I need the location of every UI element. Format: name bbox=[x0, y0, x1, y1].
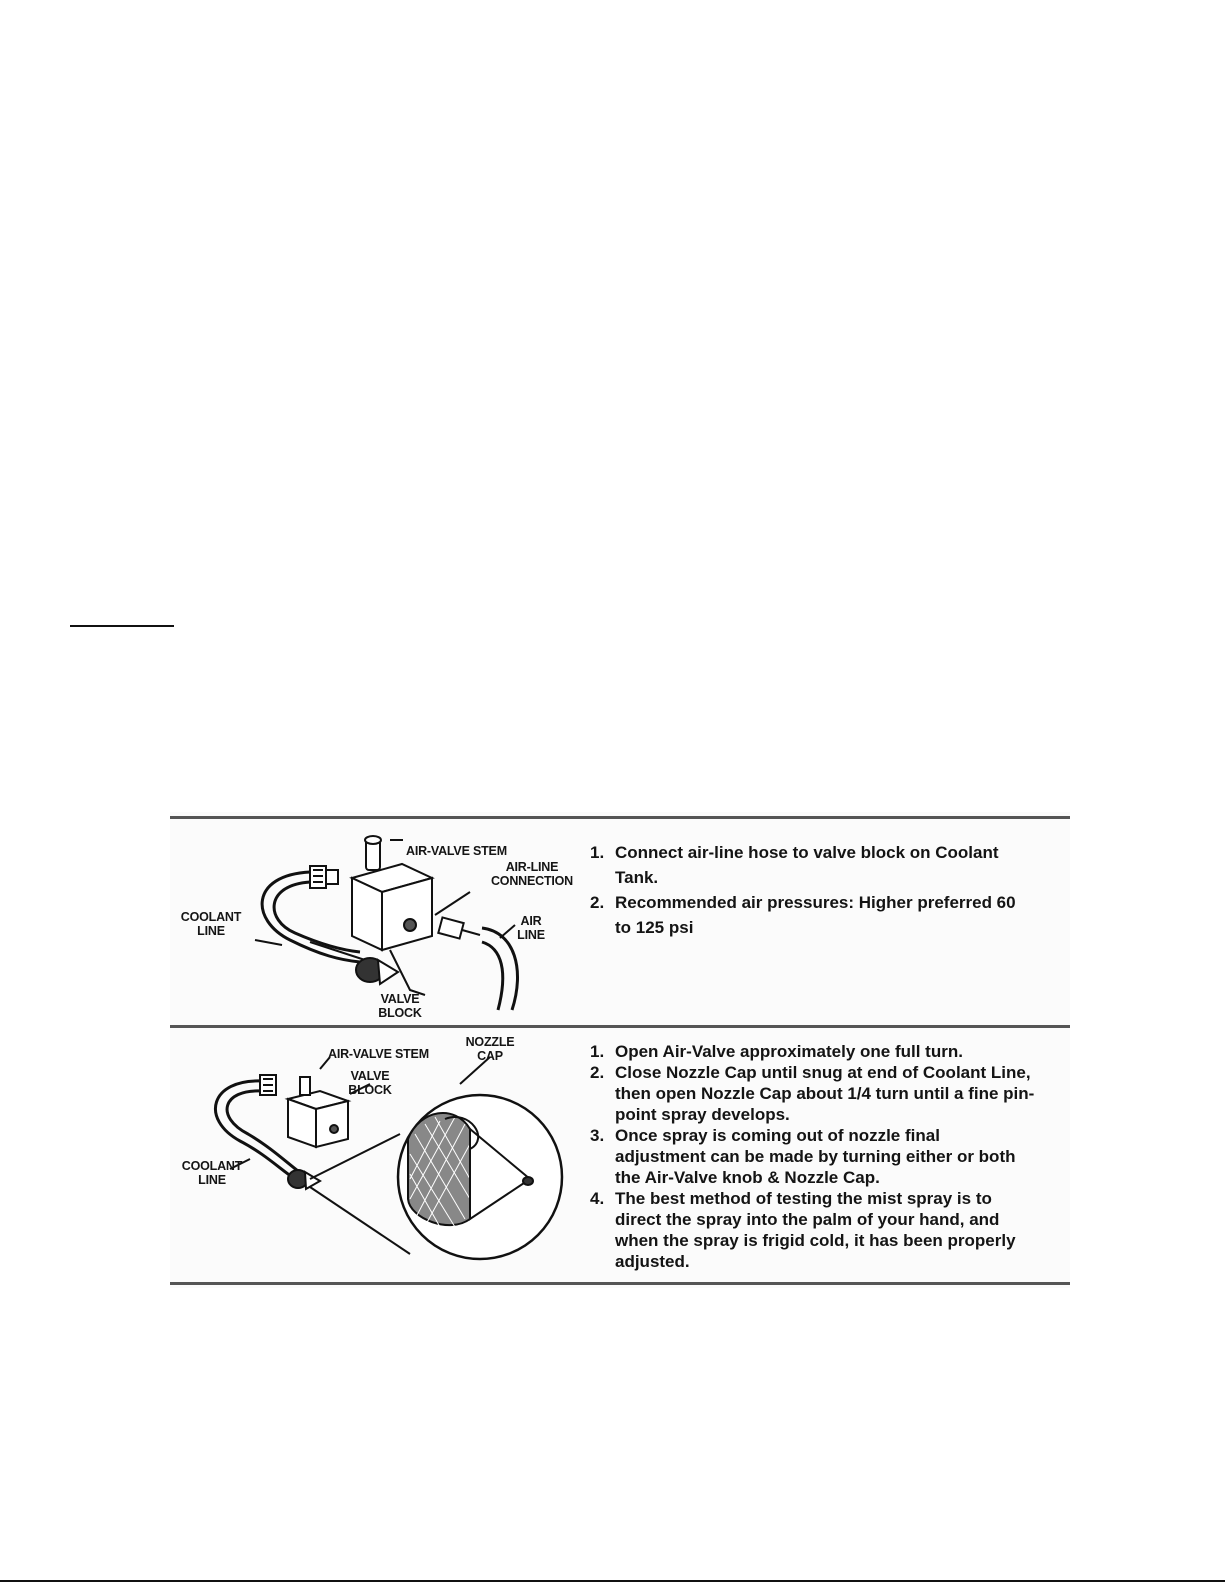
label-coolant-line-line1: COOLANT bbox=[180, 910, 242, 924]
label-air-line-line1: AIR bbox=[520, 914, 542, 928]
heading-underline bbox=[70, 625, 174, 627]
step-item bbox=[590, 1041, 1035, 1062]
label-air-line-connection bbox=[472, 860, 592, 888]
label-coolant-line-line2: LINE bbox=[198, 1173, 226, 1187]
step-text: Once spray is coming out of nozzle final adjustment can be made by turning either or both the Air-Valve knob & Nozzle Cap. bbox=[615, 1126, 1016, 1187]
step-text: Open Air-Valve approximately one full turn. bbox=[615, 1042, 963, 1061]
label-air-line-connection-line1: AIR-LINE bbox=[505, 860, 559, 874]
label-coolant-line bbox=[176, 910, 246, 938]
step-number: 2. bbox=[590, 1063, 605, 1082]
step-text: Recommended air pressures: Higher preferred 60 to 125 psi bbox=[615, 893, 1016, 937]
middle-rule bbox=[170, 1025, 1070, 1028]
coolant-setup-figure bbox=[170, 812, 1070, 1288]
label-nozzle-cap-line2: CAP bbox=[477, 1049, 503, 1063]
air-connection-steps bbox=[590, 840, 1030, 940]
label-valve-block-line1: VALVE bbox=[380, 992, 420, 1006]
step-number: 1. bbox=[590, 1042, 605, 1061]
label-air-valve-stem: AIR-VALVE STEM bbox=[406, 844, 507, 858]
step-number: 3. bbox=[590, 1126, 605, 1145]
label-valve-block-line1: VALVE bbox=[350, 1069, 390, 1083]
step-item bbox=[590, 840, 1030, 890]
label-valve-block-line2: BLOCK bbox=[378, 1006, 422, 1020]
page-bottom-rule bbox=[0, 1580, 1225, 1582]
panel-nozzle-adjustment bbox=[170, 1029, 1070, 1281]
step-text: Connect air-line hose to valve block on Coolant Tank. bbox=[615, 843, 999, 887]
label-coolant-line bbox=[174, 1159, 250, 1187]
step-number: 2. bbox=[590, 893, 605, 912]
label-air-line-line2: LINE bbox=[517, 928, 545, 942]
label-air-line bbox=[506, 914, 556, 942]
label-air-valve-stem: AIR-VALVE STEM bbox=[328, 1047, 429, 1061]
step-item bbox=[590, 1188, 1035, 1272]
bottom-rule bbox=[170, 1282, 1070, 1285]
panel-air-connection bbox=[170, 820, 1070, 1024]
nozzle-illustration bbox=[170, 1029, 580, 1281]
nozzle-adjustment-steps bbox=[590, 1041, 1035, 1272]
label-nozzle-cap bbox=[460, 1035, 520, 1063]
top-rule bbox=[170, 816, 1070, 819]
step-item bbox=[590, 890, 1030, 940]
label-nozzle-cap-line1: NOZZLE bbox=[465, 1035, 515, 1049]
step-number: 1. bbox=[590, 843, 605, 862]
step-item bbox=[590, 1125, 1035, 1188]
step-number: 4. bbox=[590, 1189, 605, 1208]
step-item bbox=[590, 1062, 1035, 1125]
label-valve-block-line2: BLOCK bbox=[348, 1083, 392, 1097]
label-coolant-line-line2: LINE bbox=[197, 924, 225, 938]
label-air-line-connection-line2: CONNECTION bbox=[490, 874, 574, 888]
label-coolant-line-line1: COOLANT bbox=[181, 1159, 243, 1173]
step-text: Close Nozzle Cap until snug at end of Coolant Line, then open Nozzle Cap about 1/4 turn until a fine pin-point spray develops. bbox=[615, 1063, 1035, 1124]
label-valve-block bbox=[340, 1069, 400, 1097]
step-text: The best method of testing the mist spray is to direct the spray into the palm of your hand, and when the spray is frigid cold, it has been properly adjusted. bbox=[615, 1189, 1016, 1271]
label-valve-block bbox=[370, 992, 430, 1020]
